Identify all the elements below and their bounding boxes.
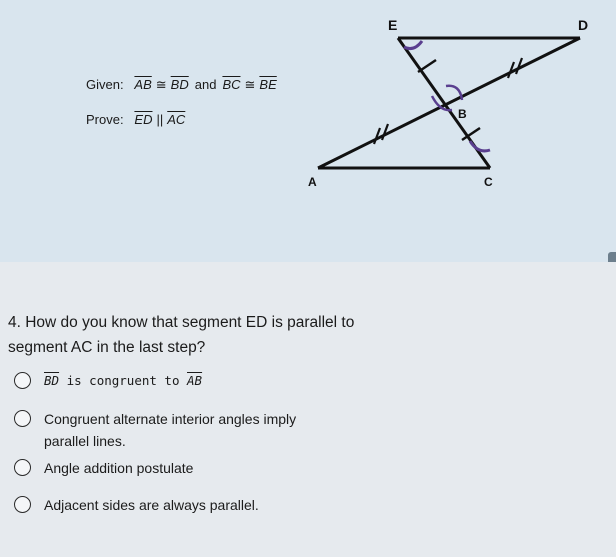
segment-bc: $\overline{BC}$ — [222, 77, 241, 92]
tick-eb — [418, 60, 436, 72]
option-3-label: Angle addition postulate — [44, 460, 194, 476]
segment-ab: $\overline{AB}$ — [134, 77, 152, 92]
option-1-seg2: $\overline{AB}$ — [187, 373, 203, 388]
option-1-label — [44, 370, 202, 392]
question-area — [0, 262, 616, 557]
angle-mark-e — [404, 41, 422, 49]
segment-be: $\overline{BE}$ — [259, 77, 277, 92]
and-word: and — [194, 77, 217, 92]
congruent-symbol-2: ≅ — [244, 77, 256, 92]
option-1-seg1: $\overline{BD}$ — [44, 373, 60, 388]
segment-ac: $\overline{AC}$ — [167, 112, 186, 127]
radio-button-icon[interactable] — [14, 496, 31, 513]
point-label-d: D — [578, 17, 589, 33]
given-label: Given: — [86, 77, 124, 92]
congruent-symbol: ≅ — [155, 77, 167, 92]
point-label-a: A — [308, 175, 317, 189]
geometry-diagram — [0, 0, 616, 262]
point-label-b: B — [458, 107, 467, 121]
segment-ed: $\overline{ED}$ — [134, 112, 153, 127]
segment-da-line — [318, 38, 580, 168]
parallel-symbol: || — [156, 112, 164, 127]
point-label-c: C — [484, 175, 493, 189]
figure-panel — [0, 0, 616, 262]
question-text: 4. How do you know that segment ED is parallel to segment AC in the last step? — [8, 314, 355, 356]
answer-option-3[interactable] — [14, 457, 193, 479]
radio-button-icon[interactable] — [14, 459, 31, 476]
option-1-middle: is congruent to — [66, 373, 180, 388]
radio-button-icon[interactable] — [14, 410, 31, 427]
segment-bd: $\overline{BD}$ — [170, 77, 189, 92]
double-tick-ab-1 — [374, 128, 380, 144]
answer-option-4[interactable] — [14, 494, 259, 516]
prove-label: Prove: — [86, 112, 124, 127]
answer-option-1[interactable] — [14, 370, 202, 392]
option-4-label: Adjacent sides are always parallel. — [44, 497, 259, 513]
point-label-e: E — [388, 17, 398, 33]
double-tick-ab-2 — [382, 124, 388, 140]
radio-button-icon[interactable] — [14, 372, 31, 389]
option-2-label: Congruent alternate interior angles imply parallel lines. — [44, 411, 297, 449]
answer-option-2[interactable] — [14, 408, 344, 452]
